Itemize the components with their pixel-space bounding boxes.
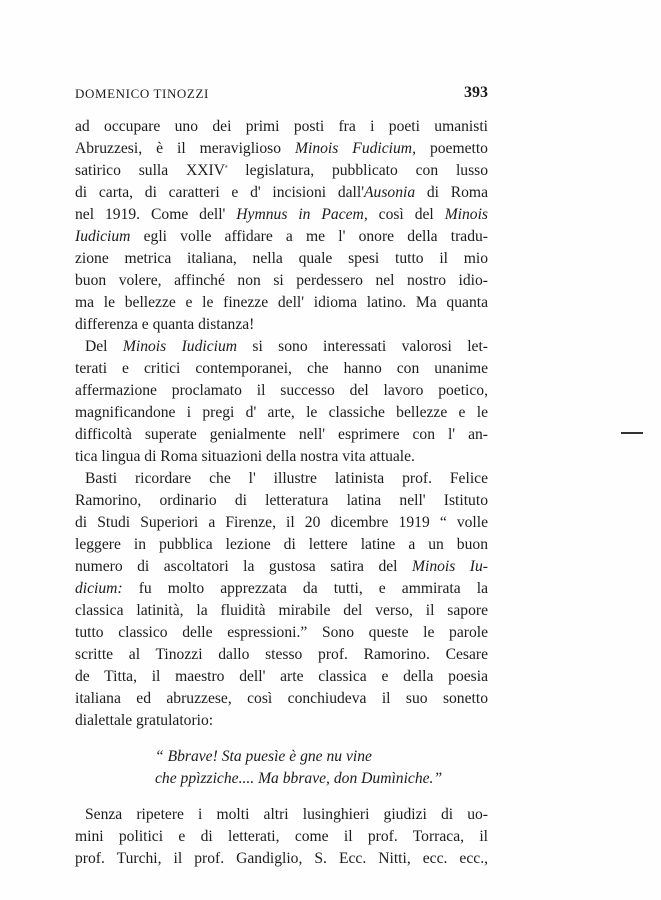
text-run: si sono interessati valorosi let-	[237, 338, 488, 355]
text-line	[75, 600, 488, 622]
text-line	[75, 204, 488, 226]
text-run: poemetto	[415, 140, 488, 157]
verse-line: “ Bbrave! Sta puesìe è gne nu vine	[155, 748, 372, 765]
text-run: magnificandone i pregi d' arte, le classiche bellezze e le	[75, 404, 488, 421]
text-line	[75, 314, 488, 336]
italic-text: Minois Iudicium	[122, 338, 238, 355]
text-line: Senza ripetere i molti altri lusinghieri giudizi di uo-	[85, 806, 488, 823]
italic-text: Minois	[444, 206, 489, 223]
text-line	[75, 622, 488, 644]
text-line	[75, 138, 488, 160]
text-run: tutto classico delle espressioni.” Sono queste le parole	[75, 624, 488, 641]
page-number: 393	[464, 84, 488, 101]
page-header	[75, 86, 488, 106]
italic-text: Minois Fudicium,	[295, 140, 416, 157]
text-line	[75, 358, 488, 380]
text-run: italiana ed abruzzese, così conchiudeva il suo sonetto	[75, 690, 488, 707]
text-run: Basti ricordare che l' illustre latinista prof. Felice	[85, 470, 488, 487]
text-run: scritte al Tinozzi dallo stesso prof. Ramorino. Cesare	[75, 646, 488, 663]
text-run: terati e critici contemporanei, che hanno con unanime	[75, 360, 488, 377]
text-run: numero di ascoltatori la gustosa satira del	[75, 558, 412, 575]
text-run: così del	[367, 206, 445, 223]
paragraph	[75, 468, 488, 732]
spacer	[75, 790, 488, 804]
text-run: ma le bellezze e le finezze dell' idioma latino. Ma quanta	[75, 294, 488, 311]
text-run: di Roma	[415, 184, 488, 201]
text-run: legislatura, pubblicato con lusso	[227, 162, 489, 179]
text-run: egli volle affidare a me l' onore della tradu-	[130, 228, 488, 245]
text-run: Del	[85, 338, 123, 355]
italic-text: Hymnus in Pacem,	[236, 206, 368, 223]
text-line	[75, 424, 488, 446]
text-line: mini politici e di letterati, come il prof. Torraca, il	[75, 828, 488, 845]
page-body	[75, 116, 488, 870]
text-run: di Studi Superiori a Firenze, il 20 dicembre 1919 “ volle	[75, 514, 488, 531]
text-run: nel 1919. Come dell'	[75, 206, 237, 223]
italic-text: Minois Iu-	[412, 558, 488, 575]
text-line	[75, 556, 488, 578]
running-title: DOMENICO TINOZZI	[75, 86, 209, 101]
text-run: dialettale gratulatorio:	[75, 712, 214, 729]
text-run: tica lingua di Roma situazioni della nostra vita attuale.	[75, 448, 415, 465]
verse-quote	[75, 746, 488, 790]
final-paragraph	[75, 804, 488, 870]
text-line	[75, 666, 488, 688]
text-run: affermazione proclamato il successo del lavoro poetico,	[75, 382, 488, 399]
text-run: ª	[224, 163, 228, 173]
italic-text: Ausonia	[364, 184, 416, 201]
text-line	[75, 270, 488, 292]
verse-line: che ppìzziche.... Ma bbrave, don Dumìniche.”	[155, 770, 443, 787]
text-line	[75, 336, 488, 358]
text-run: Ramorino, ordinario di letteratura latina nell' Istituto	[75, 492, 488, 509]
paragraph	[75, 336, 488, 468]
text-run: fu molto apprezzata da tutti, e ammirata la	[122, 580, 488, 597]
text-line	[75, 512, 488, 534]
italic-text: Iudicium	[75, 228, 131, 245]
body-paragraphs	[75, 116, 488, 732]
text-line	[75, 468, 488, 490]
text-line	[75, 446, 488, 468]
margin-mark	[621, 432, 643, 434]
text-line	[75, 248, 488, 270]
text-run: difficoltà superate genialmente nell' esprimere con l' an-	[75, 426, 488, 443]
text-line: prof. Turchi, il prof. Gandiglio, S. Ecc. Nitti, ecc. ecc.,	[75, 850, 488, 867]
text-line	[75, 710, 488, 732]
text-line	[75, 688, 488, 710]
text-run: satirico sulla XXIV	[75, 162, 225, 179]
text-line	[75, 644, 488, 666]
text-run: Abruzzesi, è il meraviglioso	[75, 140, 296, 157]
text-line	[75, 578, 488, 600]
text-run: zione metrica italiana, nella quale spesi tutto il mio	[75, 250, 488, 267]
text-run: buon volere, affinché non si perdessero nel nostro idio-	[75, 272, 488, 289]
paragraph	[75, 116, 488, 336]
text-run: leggere in pubblica lezione di lettere latine a un buon	[75, 536, 488, 553]
spacer	[75, 732, 488, 746]
text-run: di carta, di caratteri e d' incisioni dall'	[75, 184, 365, 201]
text-line	[75, 402, 488, 424]
text-run: differenza e quanta distanza!	[75, 316, 255, 333]
text-run: ad occupare uno dei primi posti fra i poeti umanisti	[75, 118, 488, 135]
text-line	[75, 534, 488, 556]
text-line	[75, 380, 488, 402]
text-line	[75, 490, 488, 512]
text-run: classica latinità, la fluidità mirabile del verso, il sapore	[75, 602, 488, 619]
text-line	[75, 116, 488, 138]
text-line	[75, 292, 488, 314]
italic-text: dicium:	[75, 580, 123, 597]
text-run: de Titta, il maestro dell' arte classica e della poesia	[75, 668, 488, 685]
text-line	[75, 182, 488, 204]
text-line	[75, 160, 488, 182]
text-line	[75, 226, 488, 248]
